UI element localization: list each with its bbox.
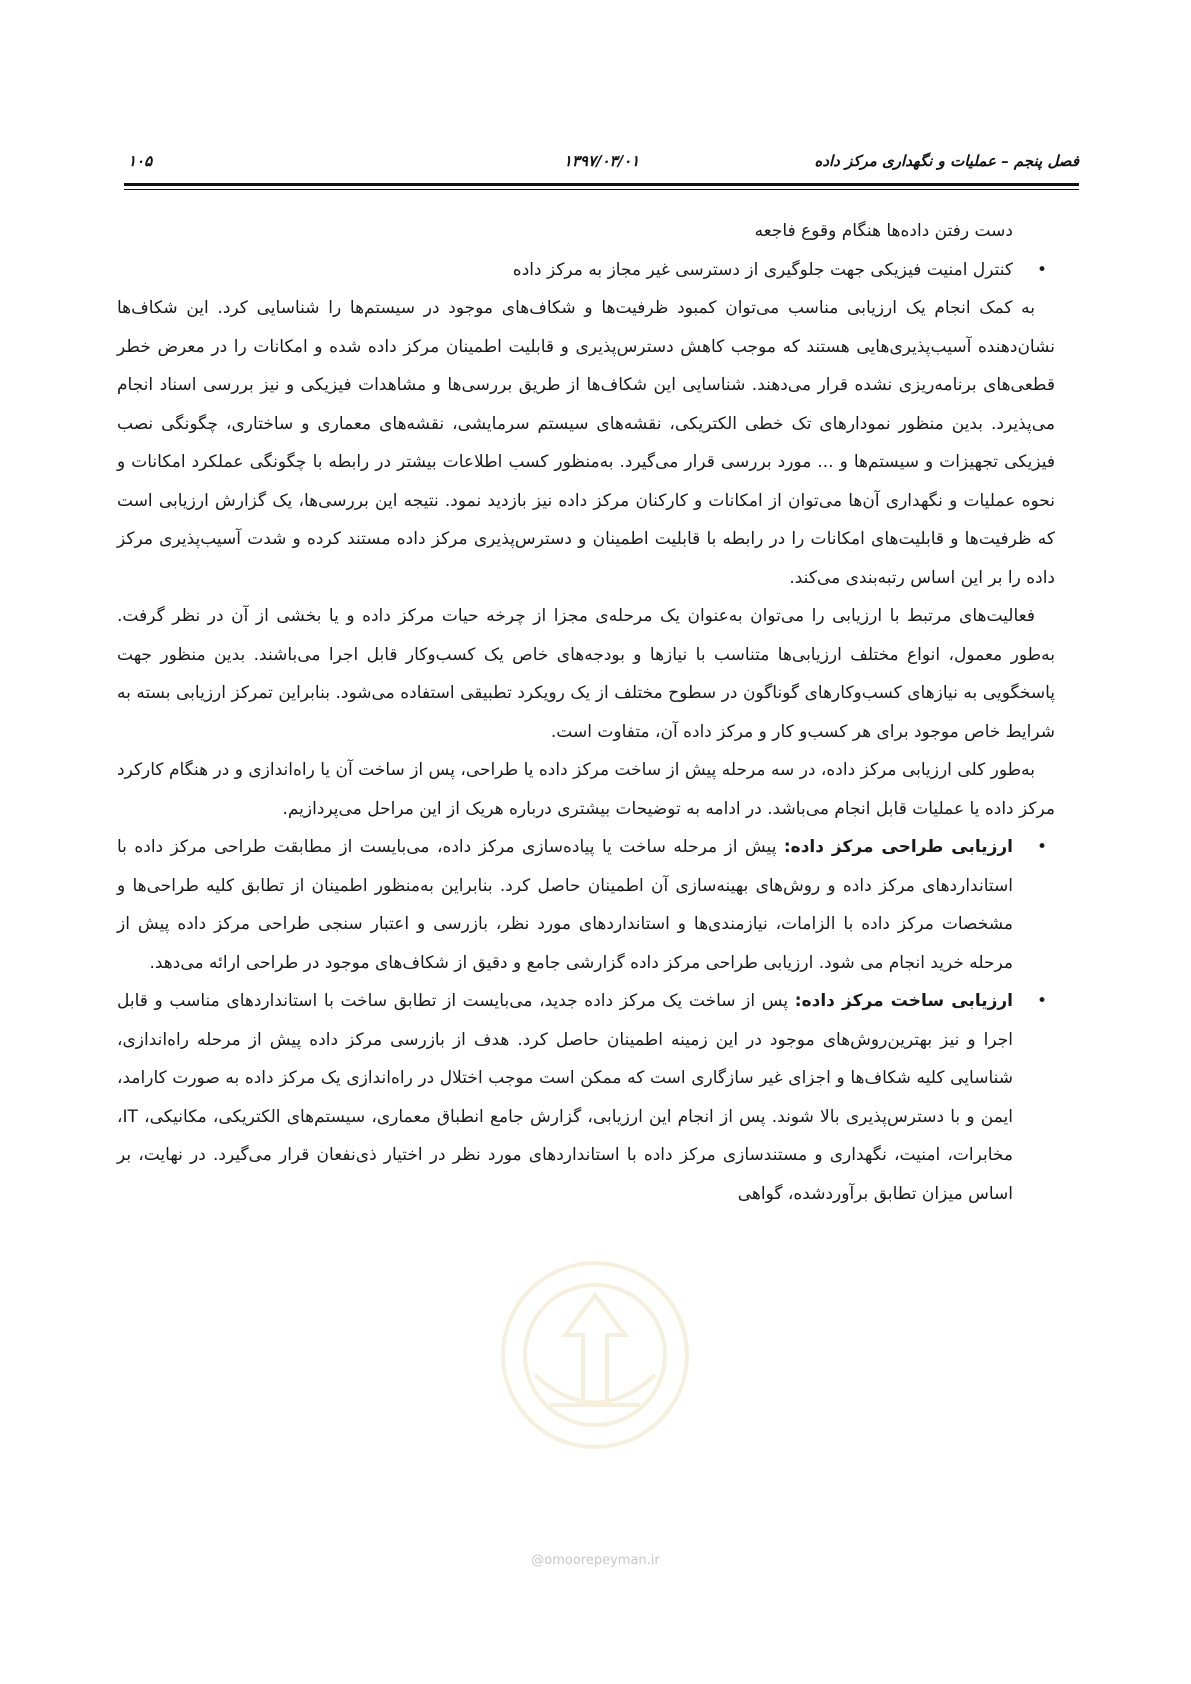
- page-header: [124, 152, 1079, 184]
- body-text: [117, 212, 1055, 1213]
- chapter-title: فصل پنجم – عملیات و نگهداری مرکز داده: [814, 152, 1079, 170]
- watermark-emblem-icon: [495, 1255, 695, 1455]
- bullet-title: ارزیابی طراحی مرکز داده:: [783, 837, 1013, 857]
- bullet-title: ارزیابی ساخت مرکز داده:: [794, 991, 1014, 1011]
- bullet-text: پیش از مرحله ساخت یا پیاده‌سازی مرکز داده، می‌بایست از مطابقت طراحی مرکز داده با استانداردهای مرکز داده و روش‌های بهینه‌سازی آن اطمینان حاصل کرد. بنابراین به‌منظور اطمینان از تطابق کلیه طراحی‌ها و مشخصات مرکز داده با الزامات، نیازمندی‌ها و استانداردهای مورد نظر، بازرسی و اعتبار سنجی طراحی مرکز داده پیش از مرحله خرید انجام می شود. ارزیابی طراحی مرکز داده گزارشی جامع و دقیق از شکاف‌های موجود در طراحی ارائه می‌دهد.: [117, 837, 1013, 973]
- paragraph-gap-analysis: به کمک انجام یک ارزیابی مناسب می‌توان کمبود ظرفیت‌ها و شکاف‌های موجود در سیستم‌ها را شناسایی کرد. این شکاف‌ها نشان‌دهنده آسیب‌پذیری‌هایی هستند که موجب کاهش دسترس‌پذیری و قابلیت اطمینان مرکز داده شده و امکانات را در معرض خطر قطعی‌های برنامه‌ریزی نشده قرار می‌دهند. شناسایی این شکاف‌ها از طریق بررسی‌ها و مشاهدات فیزیکی و نیز بررسی اسناد انجام می‌پذیرد. بدین منظور نمودارهای تک خطی الکتریکی، نقشه‌های سیستم سرمایشی، نقشه‌های معماری و ساختاری، چگونگی نصب فیزیکی تجهیزات و سیستم‌ها و ... مورد بررسی قرار می‌گیرد. به‌منظور کسب اطلاعات بیشتر در رابطه با چگونگی عملکرد امکانات و نحوه عملیات و نگهداری آن‌ها می‌توان از امکانات و کارکنان مرکز داده نیز بازدید نمود. نتیجه این بررسی‌ها، یک گزارش ارزیابی است که ظرفیت‌ها و قابلیت‌های امکانات را در رابطه با قابلیت اطمینان و دسترس‌پذیری مرکز داده مستند کرده و شدت آسیب‌پذیری مرکز داده را بر این اساس رتبه‌بندی می‌کند.: [117, 298, 1055, 588]
- header-rule-thin: [124, 189, 1079, 190]
- header-date: ۱۳۹۷/۰۳/۰۱: [563, 152, 640, 170]
- bullet-text: پس از ساخت یک مرکز داده جدید، می‌بایست از تطابق ساخت با استانداردهای مناسب و قابل اجرا و نیز بهترین‌روش‌های موجود در این زمینه اطمینان حاصل کرد. هدف از بازرسی مرکز داده پیش از مرحله راه‌اندازی، شناسایی کلیه شکاف‌ها و اجزای غیر سازگاری است که ممکن است موجب اختلال در راه‌اندازی یک مرکز داده به صورت کارامد، ایمن و با دسترس‌پذیری بالا شوند. پس از انجام این ارزیابی، گزارش جامع انطباق معماری، سیستم‌های الکتریکی، مکانیکی، IT، مخابرات، امنیت، نگهداری و مستندسازی مرکز داده با استانداردهای مورد نظر در اختیار ذی‌نفعان قرار می‌گیرد. در نهایت، بر اساس میزان تطابق برآوردشده، گواهی: [117, 991, 1013, 1204]
- bullet-design-assessment: [117, 828, 1055, 982]
- bullet-construction-assessment: [117, 982, 1055, 1213]
- bullet-text: کنترل امنیت فیزیکی جهت جلوگیری از دسترسی غیر مجاز به مرکز داده: [512, 259, 1013, 280]
- intro-bullet-list: [117, 251, 1055, 290]
- bullet-item: [117, 251, 1055, 290]
- paragraph-assessment-activities: فعالیت‌های مرتبط با ارزیابی را می‌توان به‌عنوان یک مرحله‌ی مجزا از چرخه حیات مرکز داده و یا بخشی از آن در نظر گرفت. به‌طور معمول، انواع مختلف ارزیابی‌ها متناسب با نیازها و بودجه‌های خاص یک کسب‌وکار قابل اجرا می‌باشند. بدین منظور جهت پاسخگویی به نیازهای کسب‌وکارهای گوناگون در سطوح مختلف از یک رویکرد تطبیقی استفاده می‌شود. بنابراین تمرکز ارزیابی بسته به شرایط خاص موجود برای هر کسب‌و کار و مرکز داده آن، متفاوت است.: [117, 606, 1055, 742]
- continued-text: دست رفتن داده‌ها هنگام وقوع فاجعه: [754, 221, 1013, 241]
- stage-bullet-list: [117, 828, 1055, 1213]
- paragraph-assessment-stages: به‌طور کلی ارزیابی مرکز داده، در سه مرحله پیش از ساخت مرکز داده یا طراحی، پس از ساخت آن یا راه‌اندازی و در هنگام کارکرد مرکز داده یا عملیات قابل انجام می‌باشد. در ادامه به توضیحات بیشتری درباره هریک از این مراحل می‌پردازیم.: [117, 760, 1055, 819]
- page-number: ۱۰۵: [128, 152, 153, 170]
- header-rule-thick: [124, 183, 1079, 186]
- watermark-url: @omoorepeyman.ir: [531, 1553, 660, 1568]
